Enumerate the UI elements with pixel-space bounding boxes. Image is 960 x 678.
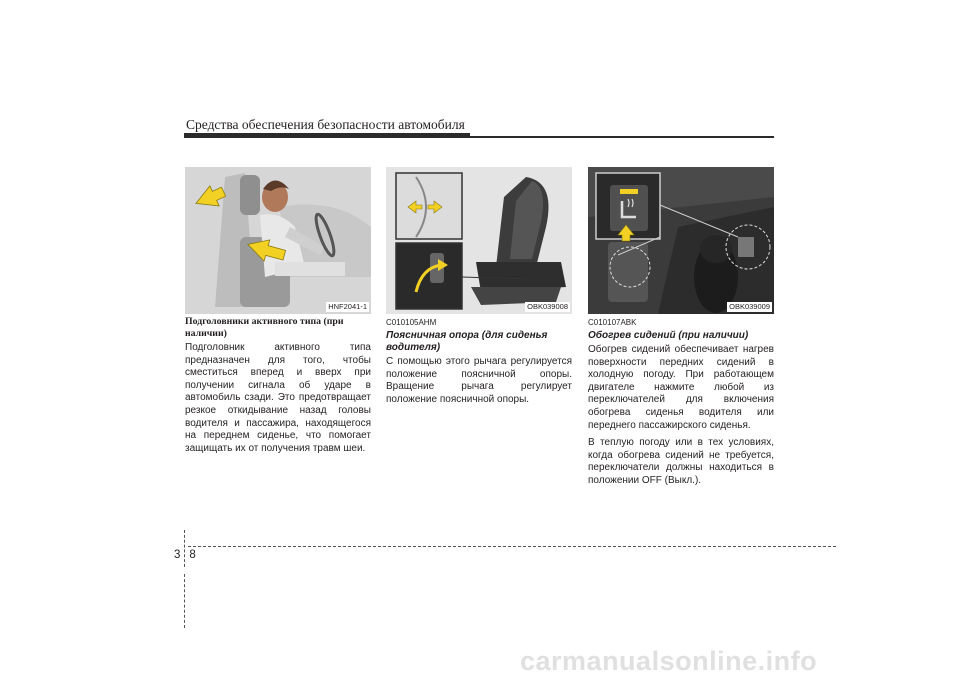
section-heading: Обогрев сидений (при наличии) [588,330,749,341]
body-paragraph: Обогрев сидений обеспечивает нагрев поверхности передних сидений в холодную погоду. При работающем двигателе нажмите любой из переключателей для включения обогрева сиденья водителя или переднего пассажирского сиденья. [588,344,774,431]
seat-heating-illustration [588,167,774,314]
column-active-headrest [185,167,371,455]
column-seat-heating [588,167,774,488]
figure-code: OBK039009 [729,302,770,311]
figure-active-headrest [185,167,371,314]
section-code: C010107ABK [588,318,637,327]
footer-divider [188,546,836,547]
section-heading: Подголовники активного типа (при наличии) [185,316,344,339]
body-paragraph: С помощью этого рычага регулируется положение поясничной опоры. Вращение рычага регулирует положение поясничной опоры. [386,356,572,405]
body-paragraph: Подголовник активного типа предназначен для того, чтобы сместиться вперед и вверх при получении сигнала об ударе в автомобиль сзади. Это предотвращает резкое откидывание назад головы водителя и пассажира, находящегося на переднем сиденье, что помогает защищать их от получения травм шеи. [185,342,371,454]
figure-seat-heating [588,167,774,314]
figure-code: HNF2041-1 [328,302,367,311]
page-number: 38 [174,549,205,561]
lumbar-support-illustration [386,167,572,314]
section-heading: Поясничная опора (для сиденья водителя) [386,330,548,353]
watermark: carmanualsonline.info [520,646,818,676]
body-paragraph: В теплую погоду или в тех условиях, когда обогрева сидений не требуется, переключатели должны находиться в положении OFF (Выкл.). [588,437,774,486]
header-rule [184,133,774,139]
figure-code: OBK039008 [527,302,568,311]
column-lumbar-support [386,167,572,406]
active-headrest-illustration [185,167,371,314]
section-code: C010105AHM [386,318,437,327]
figure-lumbar-support [386,167,572,314]
page-header-title: Средства обеспечения безопасности автомобиля [186,117,465,132]
margin-guide [184,574,185,628]
